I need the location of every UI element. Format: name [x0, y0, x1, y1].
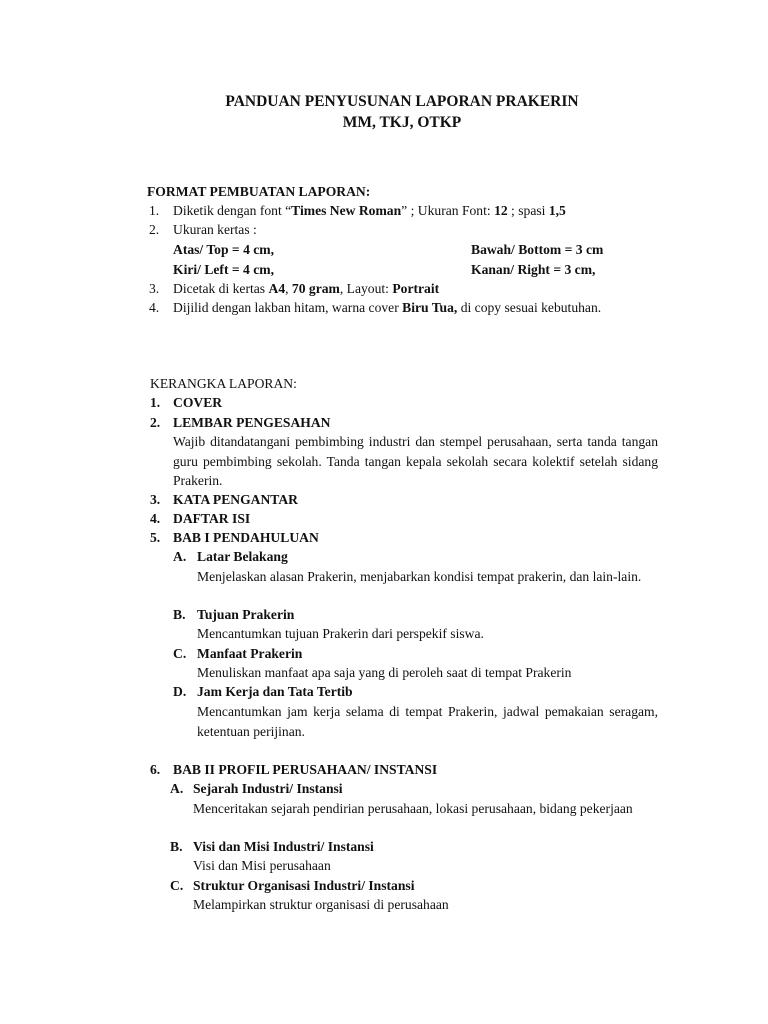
- outline-5d-label: Jam Kerja dan Tata Tertib: [197, 684, 353, 699]
- layout-value: Portrait: [392, 281, 440, 296]
- outline-3-label: KATA PENGANTAR: [173, 492, 298, 507]
- format-item-3-separator: ,: [285, 281, 292, 296]
- format-item-3: [173, 279, 439, 298]
- outline-2-label: LEMBAR PENGESAHAN: [173, 415, 331, 430]
- format-item-2-number: 2.: [149, 222, 160, 237]
- outline-5b-label: Tujuan Prakerin: [197, 607, 295, 622]
- format-item-4: [173, 298, 658, 318]
- format-item-1-text-2: ” ; Ukuran Font:: [401, 203, 495, 218]
- format-heading: FORMAT PEMBUATAN LAPORAN:: [147, 184, 371, 199]
- format-item-4-text: Dijilid dengan lakban hitam, warna cover: [173, 300, 403, 315]
- outline-5-number: 5.: [150, 530, 161, 545]
- outline-5c-letter: C.: [173, 646, 187, 661]
- paper-size-label: Ukuran kertas :: [173, 222, 257, 237]
- outline-6-number: 6.: [150, 762, 161, 777]
- cover-color: Biru Tua,: [402, 300, 458, 315]
- outline-1-label: COVER: [173, 395, 223, 410]
- outline-5-label: BAB I PENDAHULUAN: [173, 530, 319, 545]
- outline-6c-label: Struktur Organisasi Industri/ Instansi: [193, 878, 415, 893]
- format-item-1: [173, 201, 566, 220]
- outline-6b-label: Visi dan Misi Industri/ Instansi: [193, 839, 374, 854]
- outline-3-number: 3.: [150, 492, 161, 507]
- outline-6a-letter: A.: [170, 781, 184, 796]
- spacing-value: 1,5: [548, 203, 566, 218]
- outline-6c-description: Melampirkan struktur organisasi di perusahaan: [193, 897, 449, 912]
- outline-6b-letter: B.: [170, 839, 183, 854]
- paper-weight: 70 gram: [291, 281, 340, 296]
- font-size-value: 12: [494, 203, 508, 218]
- outline-2-number: 2.: [150, 415, 161, 430]
- format-item-1-number: 1.: [149, 203, 160, 218]
- outline-5d-description: Mencantumkan jam kerja selama di tempat Prakerin, jadwal pemakaian seragam, ketentuan perijinan.: [197, 704, 658, 739]
- outline-5c-label: Manfaat Prakerin: [197, 646, 303, 661]
- margin-right: Kanan/ Right = 3 cm,: [471, 262, 596, 277]
- outline-5a-description: Menjelaskan alasan Prakerin, menjabarkan kondisi tempat prakerin, dan lain-lain.: [197, 569, 642, 584]
- document-subtitle: MM, TKJ, OTKP: [342, 114, 462, 131]
- outline-6a-label: Sejarah Industri/ Instansi: [193, 781, 343, 796]
- paper-type: A4: [268, 281, 286, 296]
- outline-4-number: 4.: [150, 511, 161, 526]
- format-item-4-number: 4.: [149, 300, 160, 315]
- margin-top: Atas/ Top = 4 cm,: [173, 242, 275, 257]
- margin-left: Kiri/ Left = 4 cm,: [173, 262, 274, 277]
- format-item-4-text-2: di copy sesuai kebutuhan.: [457, 300, 602, 315]
- format-item-3-text: Dicetak di kertas: [173, 281, 269, 296]
- margin-bottom: Bawah/ Bottom = 3 cm: [471, 242, 604, 257]
- outline-6c-letter: C.: [170, 878, 184, 893]
- outline-6b-description: Visi dan Misi perusahaan: [193, 858, 331, 873]
- format-item-3-text-2: , Layout:: [339, 281, 393, 296]
- outline-5a-letter: A.: [173, 549, 187, 564]
- outline-5c-description: Menuliskan manfaat apa saja yang di peroleh saat di tempat Prakerin: [197, 665, 572, 680]
- document-title: PANDUAN PENYUSUNAN LAPORAN PRAKERIN: [225, 93, 579, 110]
- outline-6a-description: Menceritakan sejarah pendirian perusahaan, lokasi perusahaan, bidang pekerjaan: [193, 801, 633, 816]
- outline-4-label: DAFTAR ISI: [173, 511, 251, 526]
- outline-heading: KERANGKA LAPORAN:: [150, 376, 297, 391]
- outline-5b-description: Mencantumkan tujuan Prakerin dari perspekif siswa.: [197, 626, 484, 641]
- outline-2-description: Wajib ditandatangani pembimbing industri dan stempel perusahaan, serta tanda tangan guru pembimbing sekolah. Tanda tangan kepala sekolah secara kolektif setelah sidang Prakerin.: [173, 434, 658, 488]
- format-item-1-text: Diketik dengan font “: [173, 203, 292, 218]
- outline-5b-letter: B.: [173, 607, 186, 622]
- format-item-1-text-3: ; spasi: [507, 203, 549, 218]
- outline-5d-letter: D.: [173, 684, 187, 699]
- font-name: Times New Roman: [291, 203, 402, 218]
- outline-5a-label: Latar Belakang: [197, 549, 288, 564]
- outline-6-label: BAB II PROFIL PERUSAHAAN/ INSTANSI: [173, 762, 438, 777]
- format-item-3-number: 3.: [149, 281, 160, 296]
- outline-1-number: 1.: [150, 395, 161, 410]
